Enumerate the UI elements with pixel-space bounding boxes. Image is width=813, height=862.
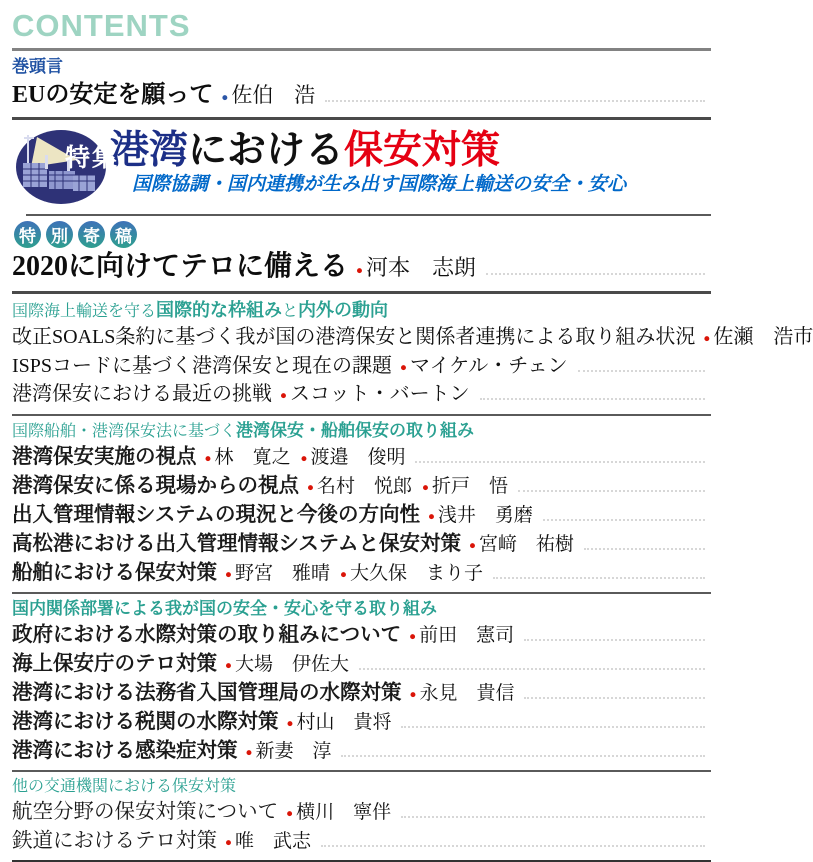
section-international-framework [12, 299, 813, 411]
author [400, 354, 568, 383]
dotted-leader [325, 100, 705, 102]
author-bullet-icon: ● [409, 688, 417, 701]
dotted-leader [480, 398, 705, 400]
author-name: 野宮 雅晴 [234, 562, 330, 584]
divider [12, 860, 711, 862]
section-domestic-measures [12, 599, 707, 767]
author-name: 名村 悦郎 [316, 475, 412, 497]
author [469, 532, 574, 560]
section-port-ship-security [12, 421, 707, 589]
section-other-transport [12, 777, 707, 858]
author [300, 445, 405, 473]
toc-entry [12, 622, 707, 651]
author-bullet-icon: ● [221, 92, 229, 104]
author [703, 325, 813, 354]
author-name: 村山 貴将 [296, 711, 392, 733]
group-heading: 国際海上輸送を守る国際的な枠組みと内外の動向 [12, 300, 389, 320]
author-name: 横川 寧伴 [296, 801, 392, 823]
dotted-leader [578, 370, 705, 372]
author-name: 林 寛之 [214, 446, 291, 468]
toc-entry [12, 473, 707, 502]
section-special-contribution [12, 221, 707, 289]
article-title: EUの安定を願って [12, 82, 214, 108]
dotted-leader [321, 845, 705, 847]
author [428, 503, 533, 531]
author-name: 唯 武志 [234, 831, 311, 852]
dotted-leader [341, 755, 705, 757]
article-title: 港湾における感染症対策 [12, 738, 238, 762]
author-bullet-icon: ● [703, 333, 711, 345]
feature-banner [12, 124, 707, 212]
toc-entry [12, 560, 707, 589]
dotted-leader [518, 490, 705, 492]
article-title: 港湾における法務省入国管理局の水際対策 [12, 680, 402, 704]
author-name: 新妻 淳 [255, 740, 332, 762]
group-heading: 国際船舶・港湾保安法に基づく港湾保安・船舶保安の取り組み [12, 420, 475, 440]
toc-entry [12, 79, 707, 115]
author-bullet-icon: ● [225, 659, 232, 672]
toc-entry [12, 502, 707, 531]
author [286, 800, 391, 829]
author [307, 474, 412, 502]
author [410, 681, 515, 709]
author-name: 大久保 まり子 [349, 562, 483, 584]
toc-entry [12, 382, 707, 411]
article-title: 港湾における税関の水際対策 [12, 709, 279, 733]
author-bullet-icon: ● [286, 717, 294, 730]
article-title: 船舶における保安対策 [12, 560, 217, 584]
toc-entry [12, 709, 707, 738]
author-name: スコット・バートン [289, 383, 470, 405]
article-title: ISPSコードに基づく港湾保安と現在の課題 [12, 354, 393, 377]
author-bullet-icon: ● [300, 452, 308, 465]
author [225, 561, 330, 589]
divider [12, 592, 711, 594]
author [356, 251, 476, 289]
author-name: 前田 憲司 [419, 624, 515, 646]
author [340, 561, 483, 589]
author-bullet-icon: ● [225, 837, 232, 849]
special-contribution-badge: 特 別 寄 稿 [14, 221, 707, 248]
author [221, 79, 315, 115]
toc-entry [12, 444, 707, 473]
author-bullet-icon: ● [280, 390, 287, 402]
toc-entry [12, 531, 707, 560]
toc-entry [12, 325, 813, 354]
feature-subtitle: 国際協調・国内連携が生み出す国際海上輸送の安全・安心 [132, 174, 627, 195]
dotted-leader [493, 577, 705, 579]
author [225, 829, 311, 858]
author-bullet-icon: ● [400, 361, 407, 374]
toc-entry [12, 680, 707, 709]
author-bullet-icon: ● [421, 481, 429, 494]
author-name: 佐瀬 浩市 [713, 326, 813, 348]
divider [26, 214, 711, 216]
divider [12, 414, 711, 416]
article-title: 鉄道におけるテロ対策 [12, 829, 217, 852]
toc-entry [12, 738, 707, 767]
group-heading: 他の交通機関における保安対策 [12, 777, 237, 795]
author-name: 渡邉 俊明 [310, 446, 406, 468]
dotted-leader [401, 726, 705, 728]
author-bullet-icon: ● [307, 481, 314, 494]
article-title: 高松港における出入管理情報システムと保安対策 [12, 531, 461, 555]
toc-entry [12, 828, 707, 858]
dotted-leader [359, 668, 705, 670]
author-bullet-icon: ● [339, 568, 347, 581]
toc-entry [12, 250, 707, 289]
author-name: 河本 志朗 [365, 255, 476, 280]
feature-title: 港湾における保安対策 [110, 129, 501, 172]
author-bullet-icon: ● [225, 568, 232, 581]
dotted-leader [543, 519, 705, 521]
author-bullet-icon: ● [204, 452, 212, 465]
author-name: 宮﨑 祐樹 [478, 533, 574, 555]
author-bullet-icon: ● [427, 510, 435, 523]
dotted-leader [401, 816, 705, 818]
author [246, 739, 332, 767]
article-title: 航空分野の保安対策について [12, 799, 279, 823]
article-title: 港湾保安実施の視点 [12, 444, 197, 468]
divider [12, 291, 711, 294]
author-name: 折戸 悟 [431, 475, 508, 497]
author [225, 652, 349, 680]
author-bullet-icon: ● [409, 630, 417, 643]
author [409, 623, 514, 651]
article-title: 政府における水際対策の取り組みについて [12, 622, 402, 646]
article-title: 海上保安庁のテロ対策 [12, 651, 217, 675]
author-name: 浅井 勇磨 [437, 504, 533, 526]
dotted-leader [524, 639, 705, 641]
feature-badge: 特集 [65, 145, 120, 172]
divider [12, 117, 711, 120]
group-heading: 国内関係部署による我が国の安全・安心を守る取り組み [12, 598, 437, 618]
author-name: 佐伯 浩 [231, 83, 316, 107]
author [422, 474, 508, 502]
article-title: 出入管理情報システムの現況と今後の方向性 [12, 502, 420, 526]
dotted-leader [584, 548, 705, 550]
toc-entry [12, 651, 707, 680]
dotted-leader [486, 273, 705, 275]
author-bullet-icon: ● [468, 539, 476, 552]
toc-entry [12, 799, 707, 829]
author-bullet-icon: ● [286, 807, 294, 820]
author-bullet-icon: ● [356, 265, 363, 277]
author-name: 永見 貴信 [419, 682, 515, 704]
author [280, 382, 470, 411]
author [287, 710, 392, 738]
foreword-label: 巻頭言 [12, 57, 63, 76]
article-title: 港湾保安における最近の挑戦 [12, 383, 272, 405]
divider [12, 48, 711, 51]
section-foreword [12, 57, 707, 115]
divider [12, 770, 711, 772]
dotted-leader [524, 697, 705, 699]
author-name: マイケル・チェン [410, 354, 568, 377]
author [205, 445, 291, 473]
author-name: 大場 伊佐大 [234, 653, 349, 675]
article-title: 港湾保安に係る現場からの視点 [12, 473, 299, 497]
article-title: 2020に向けてテロに備える [12, 251, 349, 282]
dotted-leader [415, 461, 705, 463]
page-title: CONTENTS [12, 8, 191, 43]
author-bullet-icon: ● [245, 746, 253, 759]
toc-entry [12, 354, 707, 383]
article-title: 改正SOALS条約に基づく我が国の港湾保安と関係者連携による取り組み状況 [12, 326, 696, 348]
